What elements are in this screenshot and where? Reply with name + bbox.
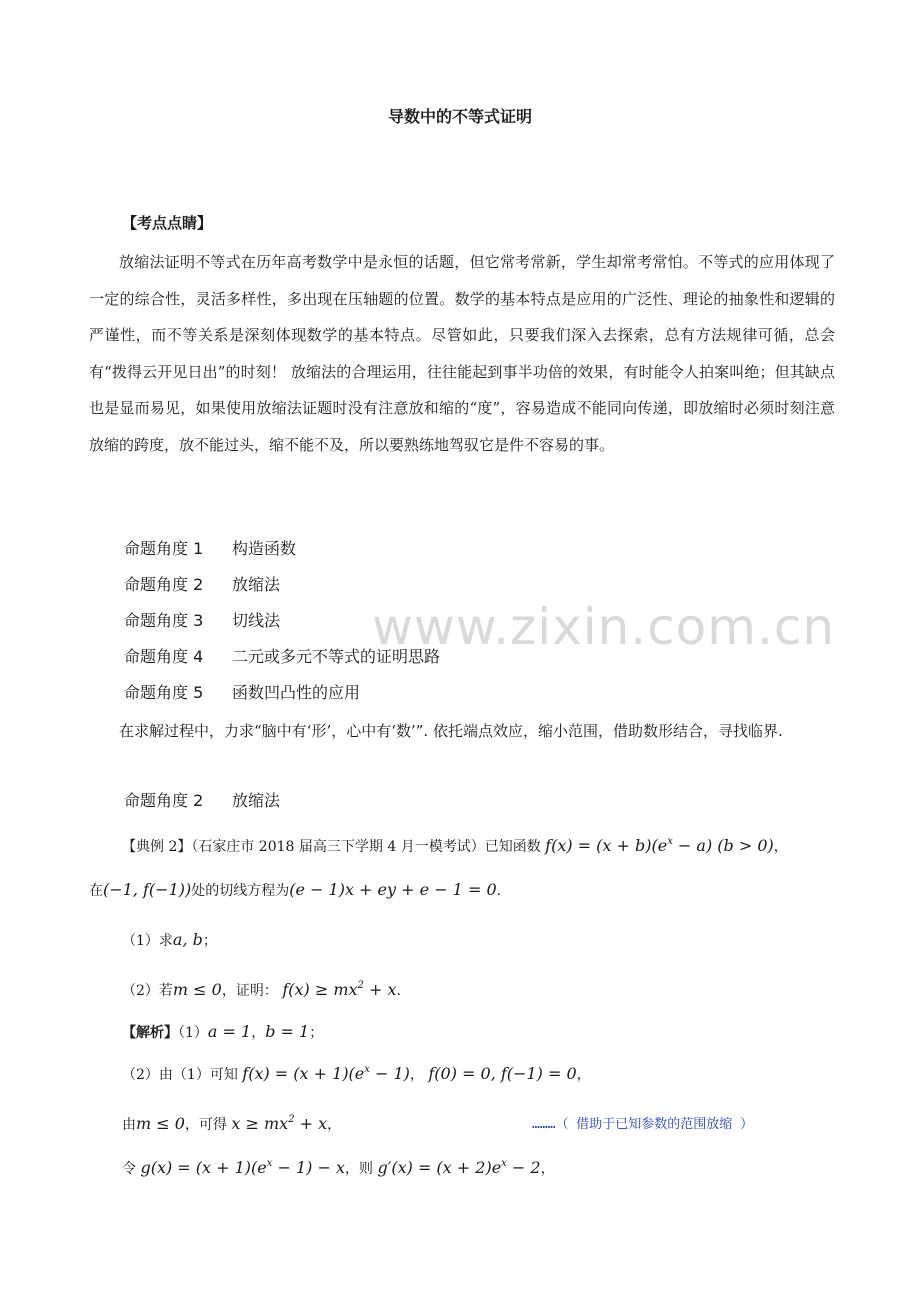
- solution-line-4: 令 $g(x) = (x + 1)(e^x - 1) - x$，则 $g'(x) = (x + 2)e^x - 2$，: [122, 1158, 555, 1177]
- angle-text: 二元或多元不等式的证明思路: [232, 647, 441, 666]
- angle-label: 命题角度 3: [124, 611, 204, 630]
- example-tag: 【典例 2】: [122, 839, 192, 855]
- angle-text: 放缩法: [232, 791, 281, 810]
- solution-tag: 【解析】: [122, 1025, 178, 1041]
- question-1: （1）求a, b；: [122, 930, 217, 949]
- watermark: www.zixin.com.cn: [372, 598, 836, 656]
- tangent-equation: (e − 1)x + ey + e − 1 = 0: [289, 880, 497, 899]
- list-item: [124, 607, 440, 643]
- solution-line-2: （2）由（1）可知 $f(x) = (x + 1)(e^x - 1)$， f(0) = 0, f(−1) = 0，: [122, 1064, 591, 1083]
- angle-text: 函数凹凸性的应用: [232, 683, 361, 702]
- page-title: 导数中的不等式证明: [387, 107, 532, 126]
- method-paragraph: 在求解过程中，力求“脑中有‘形’，心中有‘数’”. 依托端点效应，缩小范围，借助数形结合，寻找临界.: [119, 722, 783, 740]
- tangent-point: (−1, f(−1)): [103, 880, 192, 899]
- inequality-expression: $f(x) \ge mx^2 + x$: [282, 980, 397, 999]
- angle-label: 命题角度 4: [124, 647, 204, 666]
- example-line-2: 在(−1, f(−1))处的切线方程为(e − 1)x + ey + e − 1 = 0.: [89, 880, 502, 899]
- list-item: [124, 535, 440, 571]
- list-item: [124, 679, 440, 715]
- example-line-1: 【典例 2】（石家庄市 2018 届高三下学期 4 月一模考试）已知函数 $f(x) = (x + b)(e^x - a)$ (b > 0)，: [122, 836, 788, 855]
- example-source: （石家庄市 2018 届高三下学期 4 月一模考试）已知函数: [191, 839, 541, 855]
- angle-label: 命题角度 2: [124, 791, 204, 810]
- function-expression: $f(x) = (x + b)(e^x - a)$ (b > 0): [545, 836, 774, 855]
- solution-line-3: 由m ≤ 0，可得 $x \ge mx^2 + x$，: [122, 1114, 342, 1133]
- list-item: [124, 643, 440, 679]
- angle-label: 命题角度 1: [124, 539, 204, 558]
- angle-label: 命题角度 2: [124, 575, 204, 594]
- list-item: [124, 571, 440, 607]
- angle-text: 切线法: [232, 611, 281, 630]
- angle-label: 命题角度 5: [124, 683, 204, 702]
- angle-list: [124, 535, 440, 715]
- intro-paragraph: 放缩法证明不等式在历年高考数学中是永恒的话题，但它常考常新，学生却常考常怕。不等式的应用体现了一定的综合性，灵活多样性，多出现在压轴题的位置。数学的基本特点是应用的广泛性、理论的抽象性和逻辑的严谨性，而不等关系是深刻体现数学的基本特点。尽管如此，只要我们深入去探索，总有方法规律可循，总会有“拨得云开见日出”的时刻！ 放缩法的合理运用，往往能起到事半功倍的效果，有时能令人拍案叫绝；但其缺点也是显而易见，如果使用放缩法证题时没有注意放和缩的“度”，容易造成不能同向传递，即放缩时必须时刻注意放缩的跨度，放不能过头，缩不能不及，所以要熟练地驾驭它是件不容易的事。: [89, 253, 835, 454]
- section-heading: 【考点点睛】: [122, 214, 213, 232]
- section-angle: [124, 788, 280, 811]
- angle-text: 构造函数: [232, 539, 297, 558]
- question-2: （2）若m ≤ 0，证明： $f(x) \ge mx^2 + x$.: [122, 980, 401, 999]
- angle-text: 放缩法: [232, 575, 281, 594]
- margin-note: ………（ 借助于已知参数的范围放缩 ）: [532, 1117, 754, 1132]
- solution-line-1: 【解析】（1）a = 1，b = 1；: [122, 1022, 324, 1041]
